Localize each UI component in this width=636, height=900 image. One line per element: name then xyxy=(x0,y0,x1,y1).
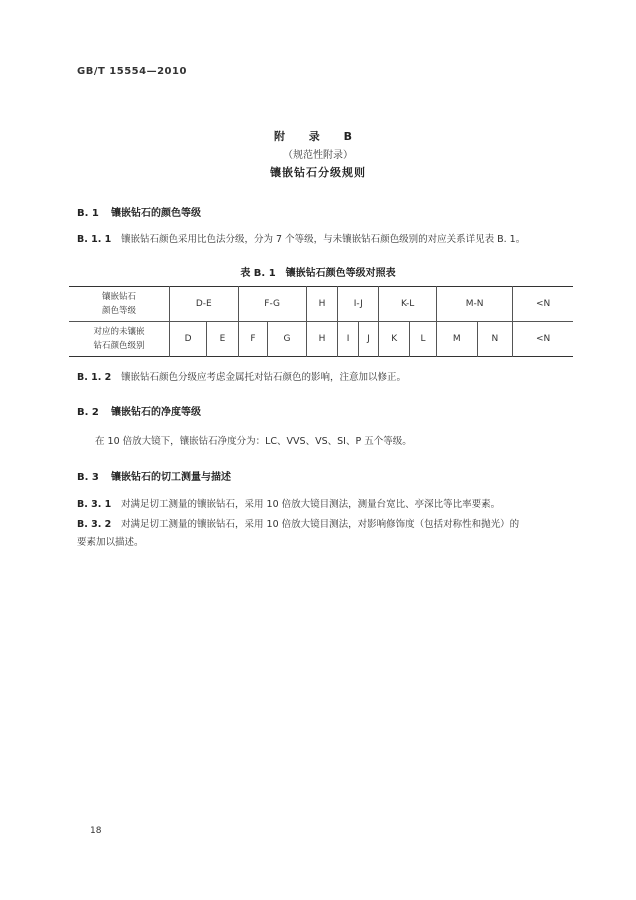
clause-b11 xyxy=(77,232,525,248)
table-caption-text: 镶嵌钻石颜色等级对照表 xyxy=(285,268,396,279)
table-cell: K xyxy=(379,322,410,357)
standard-code: GB/T 15554—2010 xyxy=(77,66,187,77)
clause-number: B. 1. 1 xyxy=(77,234,112,245)
table-cell: D-E xyxy=(170,287,239,322)
color-grade-table xyxy=(69,286,573,357)
table-cell: M-N xyxy=(437,287,513,322)
page-number: 18 xyxy=(90,826,102,836)
table-cell: H xyxy=(306,322,338,357)
section-number: B. 1 xyxy=(77,208,99,219)
clause-b32 xyxy=(77,517,519,533)
appendix-subtitle: （规范性附录） xyxy=(283,150,353,161)
table-cell: <N xyxy=(513,287,573,322)
clause-text: 镶嵌钻石颜色采用比色法分级，分为 7 个等级，与未镶嵌钻石颜色级别的对应关系详见表 B. 1。 xyxy=(121,234,526,245)
table-cell: I-J xyxy=(338,287,379,322)
table-cell: K-L xyxy=(379,287,437,322)
clause-text: 对满足切工测量的镶嵌钻石，采用 10 倍放大镜目测法，测量台宽比、亭深比等比率要素。 xyxy=(121,499,501,510)
appendix-name: 镶嵌钻石分级规则 xyxy=(270,166,366,179)
table-cell: <N xyxy=(513,322,573,357)
table-caption xyxy=(0,264,636,279)
section-title: 镶嵌钻石的净度等级 xyxy=(111,407,201,418)
table-cell: M xyxy=(437,322,477,357)
table-cell: D xyxy=(170,322,207,357)
clause-number: B. 3. 2 xyxy=(77,519,112,530)
clause-text: 对满足切工测量的镶嵌钻石，采用 10 倍放大镜目测法，对影响修饰度（包括对称性和抛光）的 xyxy=(121,519,520,530)
table-cell: N xyxy=(477,322,513,357)
clause-text: 镶嵌钻石颜色分级应考虑金属托对钻石颜色的影响，注意加以修正。 xyxy=(121,372,407,383)
clause-number: B. 1. 2 xyxy=(77,372,112,383)
section-number: B. 3 xyxy=(77,472,99,483)
table-cell: J xyxy=(358,322,378,357)
appendix-title: 附 录 B xyxy=(273,130,363,143)
clause-b12 xyxy=(77,370,406,386)
table-cell: G xyxy=(268,322,306,357)
table-row xyxy=(69,287,573,322)
table-cell: F xyxy=(238,322,268,357)
clause-b31 xyxy=(77,497,500,513)
row-header-mounted: 镶嵌钻石 颜色等级 xyxy=(69,287,170,322)
clause-b2-text: 在 10 倍放大镜下，镶嵌钻石净度分为：LC、VVS、VS、SI、P 五个等级。 xyxy=(95,436,412,447)
table-cell: H xyxy=(306,287,338,322)
table-cell: F-G xyxy=(238,287,306,322)
section-heading-b2 xyxy=(77,403,201,418)
section-heading-b3 xyxy=(77,468,231,483)
row-header-unmounted: 对应的未镶嵌 钻石颜色级别 xyxy=(69,322,170,357)
section-heading-b1 xyxy=(77,204,201,219)
clause-number: B. 3. 1 xyxy=(77,499,112,510)
table-caption-label: 表 B. 1 xyxy=(240,268,276,279)
table-cell: E xyxy=(207,322,238,357)
table-cell: I xyxy=(338,322,358,357)
section-number: B. 2 xyxy=(77,407,99,418)
clause-b32-continuation: 要素加以描述。 xyxy=(77,537,144,548)
section-title: 镶嵌钻石的颜色等级 xyxy=(111,208,201,219)
table-cell: L xyxy=(410,322,437,357)
section-title: 镶嵌钻石的切工测量与描述 xyxy=(111,472,231,483)
table-row xyxy=(69,322,573,357)
